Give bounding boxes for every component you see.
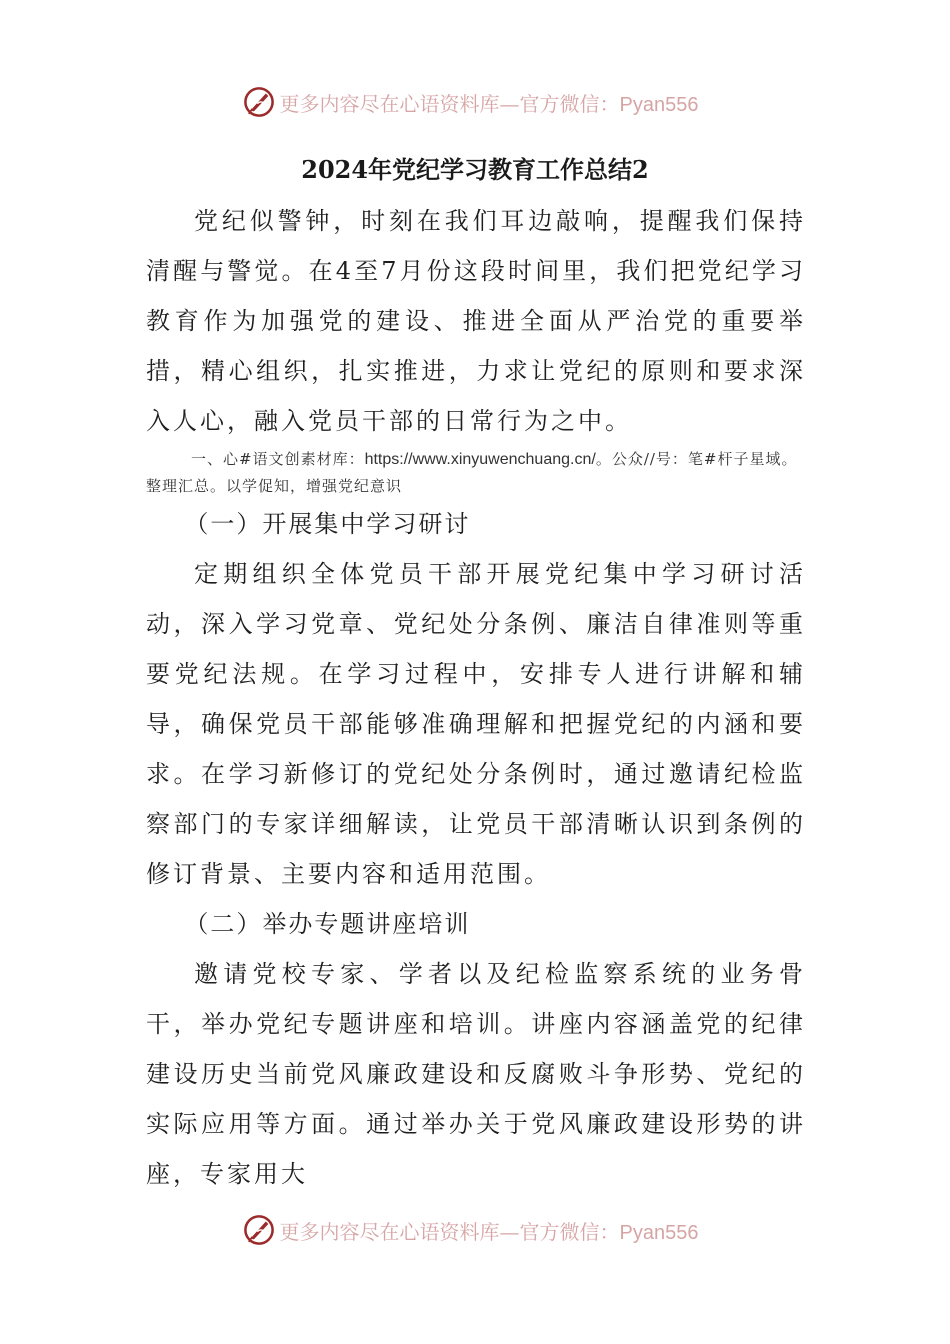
banner-text: 更多内容尽在心语资料库—官方微信：Pyan556: [279, 1219, 699, 1244]
page-header-banner: [0, 82, 950, 122]
intro-paragraph: 党纪似警钟，时刻在我们耳边敲响，提醒我们保持清醒与警觉。在4至7月份这段时间里，我们把党纪学习教育作为加强党的建设、推进全面从严治党的重要举措，精心组织，扎实推进，力求让党纪的原则和要求深入人心，融入党员干部的日常行为之中。: [146, 207, 806, 435]
banner-text: 更多内容尽在心语资料库—官方微信：Pyan556: [279, 91, 699, 116]
page-footer-banner: [0, 1210, 950, 1250]
wechat-id: Pyan556: [619, 1221, 699, 1244]
quill-pen-logo-icon: [242, 1213, 276, 1247]
quill-pen-logo-icon: [242, 85, 276, 119]
document-body: [146, 196, 806, 1199]
section-heading-2: （二）举办专题讲座培训: [184, 910, 471, 938]
wechat-id: Pyan556: [619, 93, 699, 116]
source-url: https://www.xinyuwenchuang.cn/: [364, 451, 596, 468]
watermark-note: 一、心#语文创素材库：https://www.xinyuwenchuang.cn/。公众//号：笔#杆子星域。整理汇总。以学促知，增强党纪意识: [146, 450, 798, 495]
section-body-1: 定期组织全体党员干部开展党纪集中学习研讨活动，深入学习党章、党纪处分条例、廉洁自律准则等重要党纪法规。在学习过程中，安排专人进行讲解和辅导，确保党员干部能够准确理解和把握党纪的内涵和要求。在学习新修订的党纪处分条例时，通过邀请纪检监察部门的专家详细解读，让党员干部清晰认识到条例的修订背景、主要内容和适用范围。: [146, 560, 806, 888]
section-body-2: 邀请党校专家、学者以及纪检监察系统的业务骨干，举办党纪专题讲座和培训。讲座内容涵盖党的纪律建设历史当前党风廉政建设和反腐败斗争形势、党纪的实际应用等方面。通过举办关于党风廉政建设形势的讲座，专家用大: [146, 960, 806, 1188]
document-title: 2024年党纪学习教育工作总结2: [301, 155, 649, 184]
section-heading-1: （一）开展集中学习研讨: [184, 510, 471, 538]
